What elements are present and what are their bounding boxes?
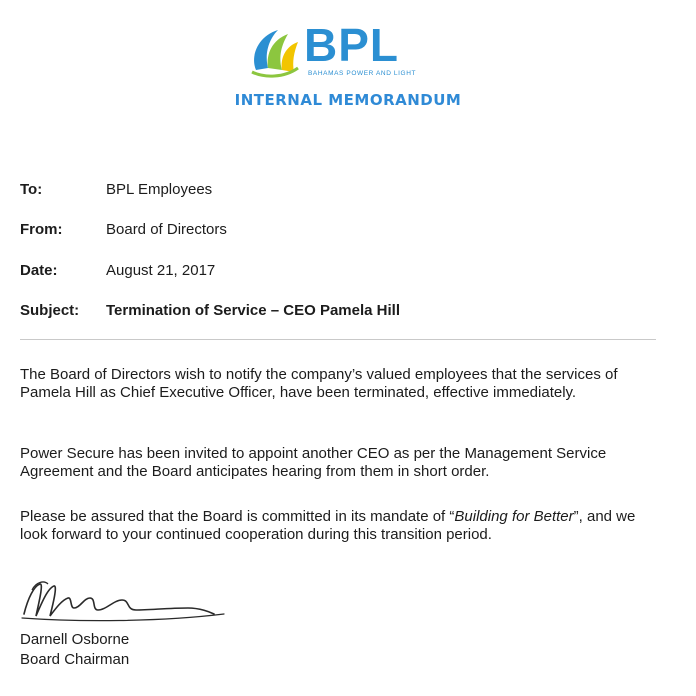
from-label: From: [20, 221, 63, 238]
paragraph-3-part2: ”, and we look forward to your continued cooperation during this transition period. [20, 508, 636, 543]
from-value: Board of Directors [106, 221, 227, 238]
subject-value: Termination of Service – CEO Pamela Hill [106, 302, 400, 319]
paragraph-1: The Board of Directors wish to notify the company’s valued employees that the services of Pamela Hill as Chief Executive Officer, have been terminated, effective immediately. [20, 366, 618, 401]
subject-label: Subject: [20, 302, 80, 319]
logo-subtitle: BAHAMAS POWER AND LIGHT [308, 70, 417, 77]
header-divider [20, 339, 656, 340]
date-label: Date: [20, 262, 58, 279]
paragraph-2: Power Secure has been invited to appoint another CEO as per the Management Service Agreement and the Board anticipates hearing from them in short order. [20, 445, 607, 480]
handwritten-signature [18, 578, 228, 624]
bpl-logo [244, 18, 454, 88]
signer-title: Board Chairman [20, 651, 130, 668]
paragraph-3-part1: Please be assured that the Board is committed in its mandate of “ [20, 508, 455, 525]
to-label: To: [20, 181, 43, 198]
logo-wordmark: BPL [304, 19, 399, 71]
paragraph-3-italic: Building for Better [454, 508, 574, 525]
signer-name: Darnell Osborne [20, 631, 130, 648]
memo-title: INTERNAL MEMORANDUM [234, 91, 462, 109]
bpl-logo-mark-icon [244, 22, 302, 80]
paragraph-3 [20, 508, 660, 544]
date-value: August 21, 2017 [106, 262, 216, 279]
to-value: BPL Employees [106, 181, 213, 198]
